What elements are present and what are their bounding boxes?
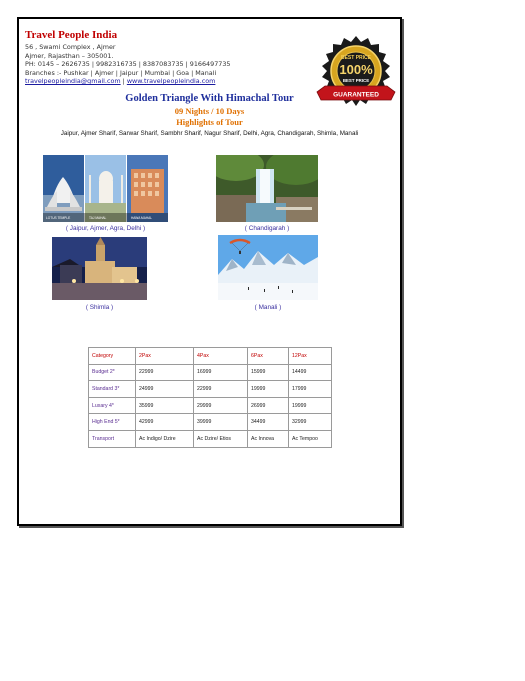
photo-golden-triangle [43,155,168,222]
header-cell-2pax: 2Pax [136,348,194,365]
table-row [89,364,332,381]
company-name: Travel People India [25,29,118,41]
row-cell: 32999 [289,414,332,431]
chandigarh-photo [216,155,318,222]
table-header-row [89,348,332,365]
row-cell: 22999 [194,381,248,398]
photo-manali [218,235,318,300]
collage-label-1: LOTUS TEMPLE [46,216,71,220]
tour-title: Golden Triangle With Himachal Tour [125,93,294,104]
photo-shimla [52,237,147,300]
row-cell: 39999 [194,414,248,431]
row-category: High End 5* [89,414,136,431]
address-line-2: Ajmer, Rajasthan – 305001. [25,51,114,60]
row-cell: 42999 [136,414,194,431]
price-table [88,347,332,448]
tour-duration: 09 Nights / 10 Days [174,106,245,116]
row-cell: 15999 [248,364,289,381]
phone-numbers: PH: 0145 – 2626735 | 9982316735 | 8387083735 | 9166497735 [25,60,231,69]
row-category: Luxary 4* [89,397,136,414]
manali-photo [218,235,318,300]
caption-golden-triangle: ( Jaipur, Ajmer, Agra, Delhi ) [65,225,146,232]
table-row [89,397,332,414]
row-cell: 14499 [289,364,332,381]
branches: Branches :- Pushkar | Ajmer | Jaipur | Mumbai | Goa | Manali [25,68,217,77]
row-cell: Ac Innova [248,430,289,447]
tour-route: Jaipur, Ajmer Sharif, Sarwar Sharif, Sambhr Sharif, Nagur Sharif, Delhi, Agra, Chandigarah, Shimla, Manali [60,130,359,137]
row-category: Transport [89,430,136,447]
shimla-photo [52,237,147,300]
badge-percent-text: 100% [339,62,373,77]
caption-chandigarh: ( Chandigarah ) [244,225,290,232]
table-row [89,430,332,447]
row-category: Budget 2* [89,364,136,381]
header-cell-4pax: 4Pax [194,348,248,365]
row-cell: 35999 [136,397,194,414]
caption-shimla: ( Shimla ) [85,304,114,311]
collage-label-3: HAWA MAHAL [131,216,153,220]
collage-label-2: TAJ MAHAL [89,216,107,220]
row-cell: 26999 [248,397,289,414]
caption-manali: ( Manali ) [254,304,282,311]
row-cell: 19999 [289,397,332,414]
badge-ribbon-text: GUARANTEED [333,91,379,99]
address-line-1: 56 , Swami Complex , Ajmer [25,43,116,51]
email-link[interactable]: travelpeopleindia@gmail.com [25,77,121,86]
row-cell: 29999 [194,397,248,414]
row-cell: 17999 [289,381,332,398]
website-link[interactable]: www.travelpeopleindia.com [126,77,216,86]
table-row [89,414,332,431]
row-category: Standard 3* [89,381,136,398]
table-row [89,381,332,398]
badge-middle-text: BEST PRICE [342,78,370,83]
row-cell: 22999 [136,364,194,381]
link-separator: | [120,77,127,86]
highlights-heading: Highlights of Tour [176,117,243,127]
document-page [17,17,402,526]
contact-info [25,43,325,86]
photo-chandigarh [216,155,318,222]
web-contacts [25,77,325,86]
row-cell: 16999 [194,364,248,381]
row-cell: 24999 [136,381,194,398]
row-cell: Ac Tempoo [289,430,332,447]
header-cell-12pax: 12Pax [289,348,332,365]
row-cell: Ac Indigo/ Dzire [136,430,194,447]
header-cell-6pax: 6Pax [248,348,289,365]
badge-top-text: BEST PRICE [340,55,372,61]
row-cell: 19999 [248,381,289,398]
row-cell: Ac Dzire/ Etios [194,430,248,447]
row-cell: 34499 [248,414,289,431]
header-cell-category: Category [89,348,136,365]
golden-triangle-collage [43,155,168,222]
